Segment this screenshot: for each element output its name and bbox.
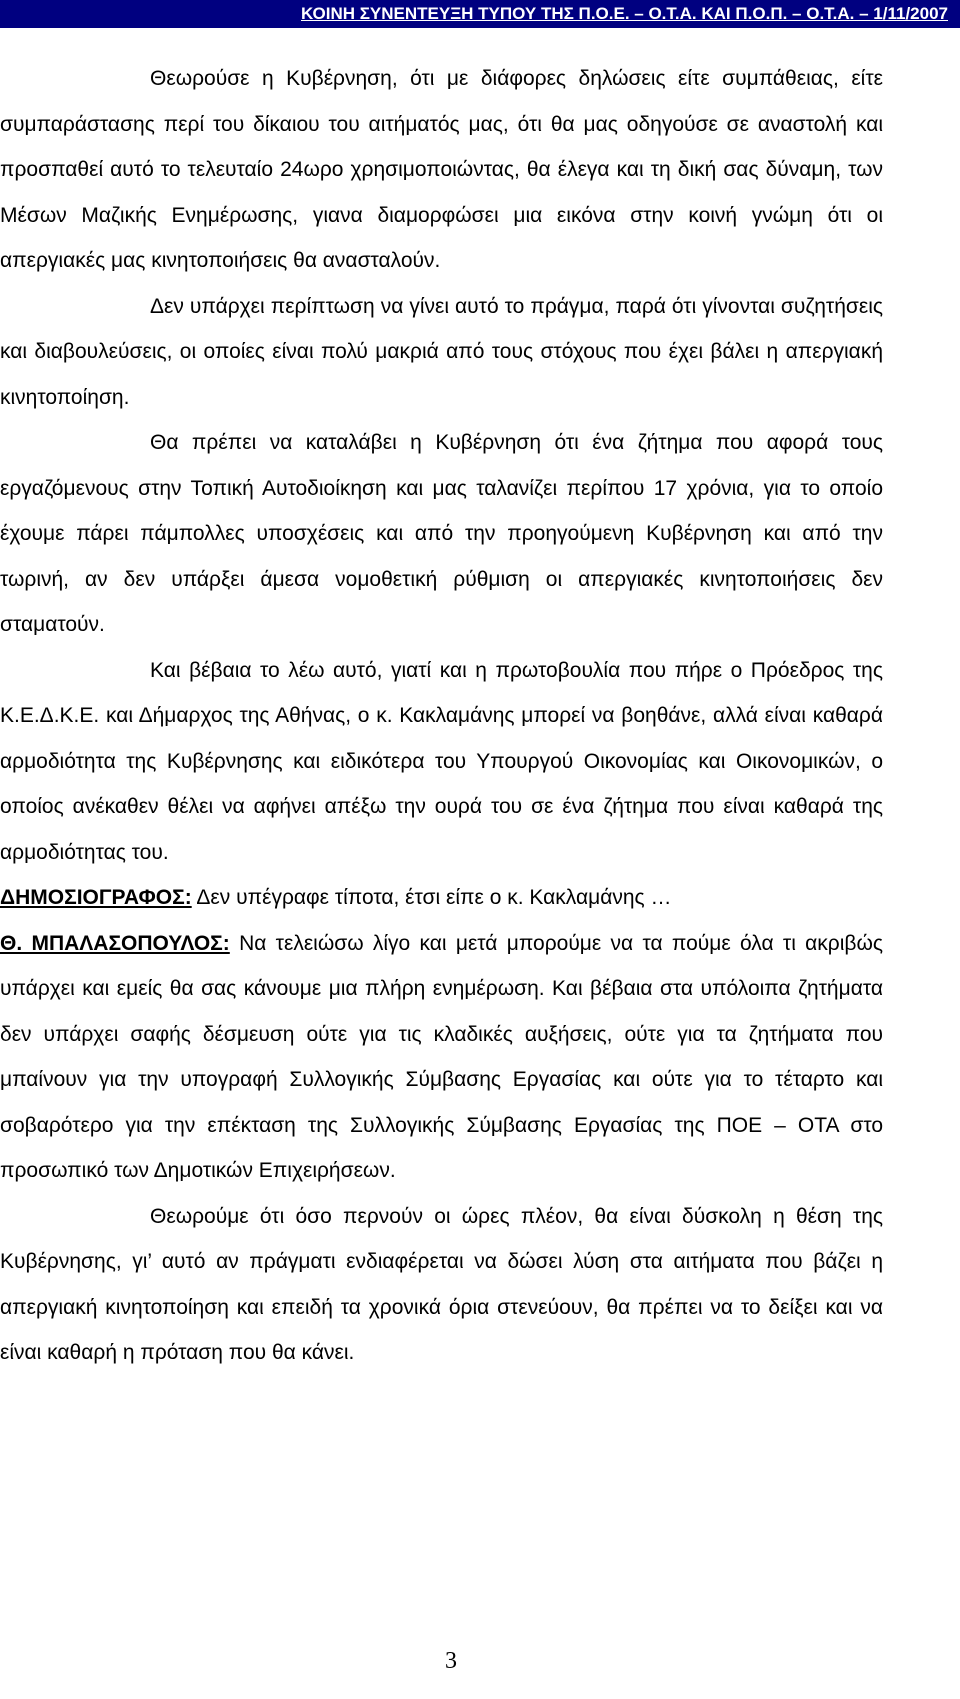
page-number-text: 3 [445, 1648, 457, 1674]
paragraph-5-text: Δεν υπέγραφε τίποτα, έτσι είπε ο κ. Κακλαμάνης … [191, 886, 672, 909]
paragraph-3: Θα πρέπει να καταλάβει η Κυβέρνηση ότι ένα ζήτημα που αφορά τους εργαζόμενους στην Τοπική Αυτοδιοίκηση και μας ταλανίζει περίπου 17 χρόνια, για το οποίο έχουμε πάρει πάμπολλες υποσχέσεις και από την προηγούμενη Κυβέρνηση και από την τωρινή, αν δεν υπάρξει άμεσα νομοθετική ρύθμιση οι απεργιακές κινητοποιήσεις δεν σταματούν. [0, 431, 883, 636]
speaker-journalist: ΔΗΜΟΣΙΟΓΡΑΦΟΣ: [0, 886, 192, 909]
paragraph-2: Δεν υπάρχει περίπτωση να γίνει αυτό το πράγμα, παρά ότι γίνονται συζητήσεις και διαβουλεύσεις, οι οποίες είναι πολύ μακριά από τους στόχους που έχει βάλει η απεργιακή κινητοποίηση. [0, 294, 883, 409]
paragraph-4: Και βέβαια το λέω αυτό, γιατί και η πρωτοβουλία που πήρε ο Πρόεδρος της Κ.Ε.Δ.Κ.Ε. και Δήμαρχος της Αθήνας, ο κ. Κακλαμάνης μπορεί να βοηθάνε, αλλά είναι καθαρά αρμοδιότητα της Κυβέρνησης και ειδικότερα του Υπουργού Οικονομίας και Οικονομικών, ο οποίος ανέκαθεν θέλει να αφήνει απέξω την ουρά του σε ένα ζήτημα που είναι καθαρά της αρμοδιότητας του. [0, 658, 883, 864]
speaker-balasopoulos: Θ. ΜΠΑΛΑΣΟΠΟΥΛΟΣ: [0, 931, 230, 955]
paragraph-5 [0, 875, 883, 921]
paragraph-6 [0, 921, 883, 1194]
paragraph-7: Θεωρούμε ότι όσο περνούν οι ώρες πλέον, θα είναι δύσκολη η θέση της Κυβέρνησης, γι’ αυτό αν πράγματι ενδιαφέρεται να δώσει λύση στα αιτήματα που βάζει η απεργιακή κινητοποίηση και επειδή τα χρονικά όρια στενεύουν, θα πρέπει να το δείξει και να είναι καθαρή η πρόταση που θα κάνει. [0, 1204, 883, 1364]
page-number [0, 1648, 883, 1675]
document-body [0, 56, 883, 1376]
paragraph-1: Θεωρούσε η Κυβέρνηση, ότι με διάφορες δηλώσεις είτε συμπάθειας, είτε συμπαράστασης περί του δίκαιου του αιτήματός μας, ότι θα μας οδηγούσε σε αναστολή και προσπαθεί αυτό το τελευταίο 24ωρο χρησιμοποιώντας, θα έλεγα και τη δική σας δύναμη, των Μέσων Μαζικής Ενημέρωσης, γιανα διαμορφώσει μια εικόνα στην κοινή γνώμη ότι οι απεργιακές μας κινητοποιήσεις θα ανασταλούν. [0, 67, 883, 272]
paragraph-6-text: Να τελειώσω λίγο και μετά μπορούμε να τα πούμε όλα τι ακριβώς υπάρχει και εμείς θα σας κάνουμε μια πλήρη ενημέρωση. Και βέβαια στα υπόλοιπα ζητήματα δεν υπάρχει σαφής δέσμευση ούτε για τις κλαδικές αυξήσεις, ούτε για τα ζητήματα που μπαίνουν για την υπογραφή Συλλογικής Σύμβασης Εργασίας και ούτε για το τέταρτο και σοβαρότερο για την επέκταση της Συλλογικής Σύμβασης Εργασίας της ΠΟΕ – ΟΤΑ στο προσωπικό των Δημοτικών Επιχειρήσεων. [0, 931, 883, 1182]
header-title: ΚΟΙΝΗ ΣΥΝΕΝΤΕΥΞΗ ΤΥΠΟΥ ΤΗΣ Π.Ο.Ε. – Ο.Τ.Α. ΚΑΙ Π.Ο.Π. – Ο.Τ.Α. – 1/11/2007 [301, 4, 948, 23]
header-bar [0, 0, 960, 28]
